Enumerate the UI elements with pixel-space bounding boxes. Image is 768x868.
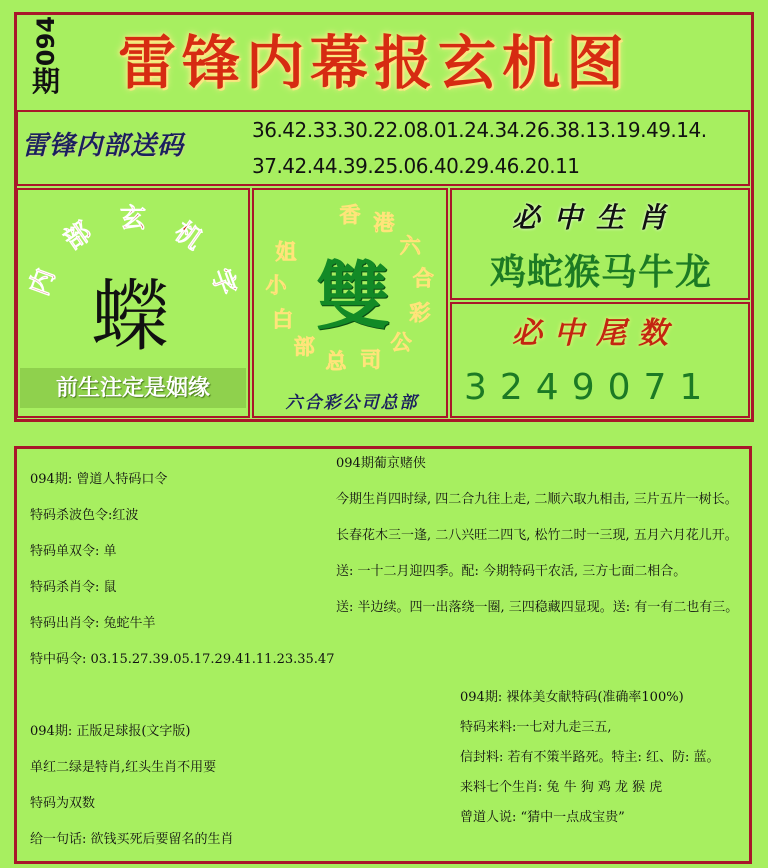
wheel-ring-char: 司 [360, 347, 382, 372]
issue-suffix: 期 [31, 65, 60, 99]
left-block1-line: 特中码令: 03.15.27.39.05.17.29.41.11.23.35.47 [30, 652, 335, 667]
must-tail-label: 必中尾数 [512, 316, 680, 351]
wheel-ring-char: 公 [390, 329, 412, 355]
code-label: 雷锋内部送码 [22, 131, 185, 161]
wheel-footer: 六合彩公司总部 [285, 393, 419, 413]
left-block2-line: 特码为双数 [30, 796, 96, 811]
right-block2-line: 来料七个生肖: 兔 牛 狗 鸡 龙 猴 虎 [460, 780, 663, 795]
right-block2-line: 曾道人说: “猜中一点成宝贵” [460, 810, 625, 825]
page-title: 雷锋内幕报玄机图 [117, 29, 630, 97]
wheel-ring-char: 六 [399, 233, 421, 259]
wheel-ring-char: 香 [339, 202, 361, 227]
wheel-ring-char: 彩 [409, 300, 431, 326]
left-block1-title: 094期: 曾道人特码口令 [30, 472, 168, 487]
code-line-2: 37.42.44.39.25.06.40.29.46.20.11 [252, 154, 580, 178]
right-block1-line: 送: 一十二月迎四季。配: 今期特码干农活, 三方七面二相合。 [336, 564, 687, 579]
right-block1-line: 长春花木三一逢, 二八兴旺二四飞, 松竹二时一三现, 五月六月花儿开。 [336, 528, 738, 543]
xuanji-character: 蠑 [90, 272, 169, 362]
left-block1-line: 特码杀肖令: 鼠 [30, 580, 117, 595]
must-tail-digits: 3249071 [464, 367, 716, 408]
xuanji-char: 部 [58, 216, 98, 257]
wheel-ring-char: 部 [293, 334, 315, 360]
left-block1-line: 特码杀波色令:红波 [30, 508, 139, 523]
right-block2-title: 094期: 裸体美女献特码(准确率100%) [460, 690, 684, 705]
must-zodiac-values: 鸡蛇猴马牛龙 [489, 251, 712, 293]
code-line-1: 36.42.33.30.22.08.01.24.34.26.38.13.19.49.14. [252, 118, 707, 142]
right-block1-line: 送: 半边续。四一出落绕一圈, 三四稳藏四显现。送: 有一有二也有三。 [336, 600, 739, 615]
left-block2-title: 094期: 正版足球报(文字版) [30, 724, 191, 739]
right-block1-line: 今期生肖四时绿, 四二合九往上走, 二顺六取九相击, 三片五片一树长。 [336, 492, 738, 507]
xuanji-char: 机 [168, 216, 208, 257]
issue-digits: 094 [32, 16, 60, 67]
xuanji-phrase: 前生注定是姻缘 [20, 368, 246, 408]
wheel-ring-char: 姐 [275, 239, 297, 264]
must-zodiac-label: 必中生肖 [511, 201, 680, 234]
issue-number [26, 16, 66, 112]
xuanji-char: 字 [204, 264, 242, 300]
wheel-center-char: 雙 [316, 254, 390, 340]
left-block1-line: 特码出肖令: 兔蛇牛羊 [30, 616, 156, 631]
wheel-ring-char: 总 [325, 348, 347, 374]
wheel-ring-char: 港 [373, 210, 395, 236]
wheel-ring-char: 小 [265, 272, 287, 298]
left-block1-line: 特码单双令: 单 [30, 544, 117, 559]
right-block2-line: 特码来料:一七对九走三五, [460, 720, 612, 735]
right-block1-title: 094期葡京赌侠 [336, 456, 426, 471]
left-block2-line: 单红二绿是特肖,红头生肖不用要 [30, 760, 217, 775]
xuanji-char: 玄 [119, 204, 147, 234]
wheel-ring-char: 合 [412, 265, 434, 291]
xuanji-char: 内 [24, 264, 62, 300]
right-block2-line: 信封料: 若有不策半路死。特主: 红、防: 蓝。 [460, 750, 720, 765]
wheel-ring-char: 白 [272, 306, 294, 332]
left-block2-line: 给一句话: 欲钱买死后要留名的生肖 [30, 832, 234, 847]
